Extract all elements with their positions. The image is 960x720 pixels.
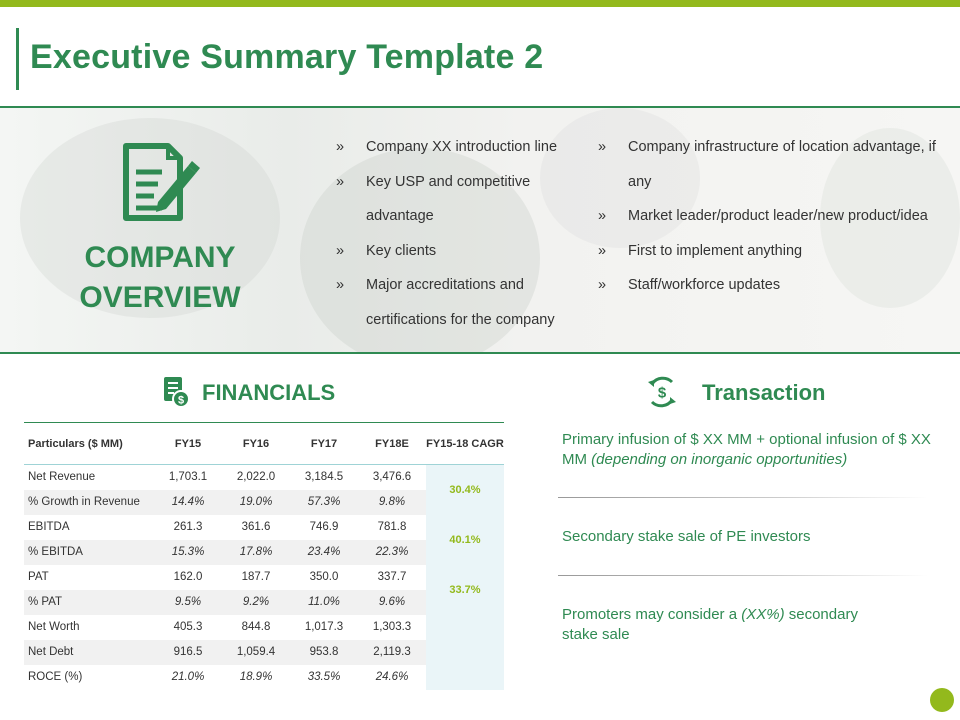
- overview-title-line1: COMPANY: [84, 241, 236, 274]
- financials-title: FINANCIALS: [202, 380, 336, 405]
- table-cell: 9.5%: [154, 590, 222, 615]
- cagr-cell: 33.7%: [426, 565, 504, 615]
- table-cell: 746.9: [309, 521, 339, 533]
- dollar-document-icon: [162, 376, 190, 408]
- column-header: FY15: [154, 423, 222, 465]
- page-title: Executive Summary Template 2: [30, 38, 544, 76]
- row-label: PAT: [28, 571, 49, 583]
- top-accent-bar: [0, 0, 960, 7]
- transaction-separator: [558, 497, 928, 498]
- table-cell: 14.4%: [154, 490, 222, 515]
- transaction-item-secondary: Secondary stake sale of PE investors: [562, 528, 811, 545]
- table-cell: 337.7: [377, 571, 407, 583]
- overview-bullet: » Market leader/product leader/new product/idea: [598, 199, 948, 234]
- table-cell: 2,022.0: [236, 471, 276, 484]
- table-cell: 9.8%: [358, 490, 426, 515]
- table-cell: 187.7: [241, 571, 271, 583]
- row-label: Net Worth: [28, 621, 80, 633]
- table-cell: 18.9%: [239, 671, 273, 683]
- table-cell: 21.0%: [171, 671, 205, 683]
- title-rule: [16, 28, 19, 90]
- table-row: [24, 515, 504, 540]
- cagr-cell: 30.4%: [426, 465, 504, 515]
- svg-text:$: $: [657, 384, 667, 402]
- financials-table: [24, 422, 504, 690]
- column-header: FY16: [222, 423, 290, 465]
- overview-bullet: » Company infrastructure of location advantage, if any: [598, 130, 948, 199]
- transaction-item-text: Promoters may consider a: [562, 606, 742, 623]
- row-label: Net Debt: [24, 640, 154, 665]
- row-label: ROCE (%): [28, 671, 83, 683]
- table-cell: 3,184.5: [304, 471, 344, 484]
- table-cell: 11.0%: [290, 590, 358, 615]
- column-header: Particulars ($ MM): [24, 423, 154, 465]
- overview-bullets-right: [598, 130, 948, 303]
- table-cell: 23.4%: [290, 540, 358, 565]
- table-cell: 9.6%: [358, 590, 426, 615]
- table-cell: 844.8: [241, 621, 271, 633]
- overview-bullet: » Key USP and competitive advantage: [336, 165, 572, 234]
- transaction-item-text: secondary stake sale: [562, 606, 858, 643]
- row-label: % EBITDA: [24, 540, 154, 565]
- table-cell: 33.5%: [307, 671, 341, 683]
- transaction-item-italic: (depending on inorganic opportunities): [591, 451, 848, 468]
- column-header: FY15-18 CAGR: [426, 423, 504, 465]
- table-cell: 405.3: [173, 621, 203, 633]
- row-label: Net Revenue: [28, 471, 96, 484]
- column-header: FY18E: [358, 423, 426, 465]
- table-cell: 1,303.3: [372, 621, 412, 633]
- transaction-separator: [558, 575, 928, 576]
- transaction-item-primary: [562, 430, 942, 470]
- overview-bullet: » Company XX introduction line: [336, 130, 572, 165]
- svg-text:$: $: [177, 394, 185, 407]
- table-row: [24, 465, 504, 490]
- table-row: [24, 565, 504, 590]
- table-header-row: [24, 423, 504, 465]
- cagr-cell: 40.1%: [426, 515, 504, 565]
- row-label: % Growth in Revenue: [24, 490, 154, 515]
- table-cell: 781.8: [377, 521, 407, 533]
- table-cell: 22.3%: [358, 540, 426, 565]
- overview-bullets-left: [336, 130, 572, 337]
- transaction-item-italic: (XX%): [741, 606, 785, 623]
- table-cell: 24.6%: [375, 671, 409, 683]
- document-pen-icon: [118, 140, 202, 224]
- table-cell: 1,059.4: [222, 640, 290, 665]
- dollar-cycle-icon: [644, 374, 680, 410]
- table-cell: 2,119.3: [358, 640, 426, 665]
- corner-dot: [930, 688, 954, 712]
- table-cell: 9.2%: [222, 590, 290, 615]
- transaction-title: Transaction: [702, 380, 826, 405]
- company-overview-title: [40, 238, 280, 318]
- overview-bullet: » Staff/workforce updates: [598, 268, 948, 303]
- table-cell: 162.0: [173, 571, 203, 583]
- overview-title-line2: OVERVIEW: [79, 281, 241, 314]
- table-cell: 19.0%: [222, 490, 290, 515]
- overview-bullet: » Major accreditations and certifications for the company: [336, 268, 572, 337]
- cagr-cell-empty: [426, 615, 504, 690]
- table-cell: 57.3%: [290, 490, 358, 515]
- table-cell: 261.3: [173, 521, 203, 533]
- table-cell: 15.3%: [154, 540, 222, 565]
- column-header: FY17: [290, 423, 358, 465]
- table-row: [24, 615, 504, 640]
- row-label: % PAT: [24, 590, 154, 615]
- table-cell: 17.8%: [222, 540, 290, 565]
- transaction-item-text: Primary infusion of $ XX MM + optional infusion of $ XX MM: [562, 431, 931, 468]
- table-cell: 350.0: [309, 571, 339, 583]
- table-cell: 1,703.1: [168, 471, 208, 484]
- table-cell: 916.5: [154, 640, 222, 665]
- transaction-item-promoters: [562, 605, 892, 645]
- table-cell: 361.6: [241, 521, 271, 533]
- table-cell: 953.8: [290, 640, 358, 665]
- table-cell: 3,476.6: [372, 471, 412, 484]
- table-cell: 1,017.3: [304, 621, 344, 633]
- row-label: EBITDA: [28, 521, 70, 533]
- overview-bullet: » Key clients: [336, 234, 572, 269]
- overview-bullet: » First to implement anything: [598, 234, 948, 269]
